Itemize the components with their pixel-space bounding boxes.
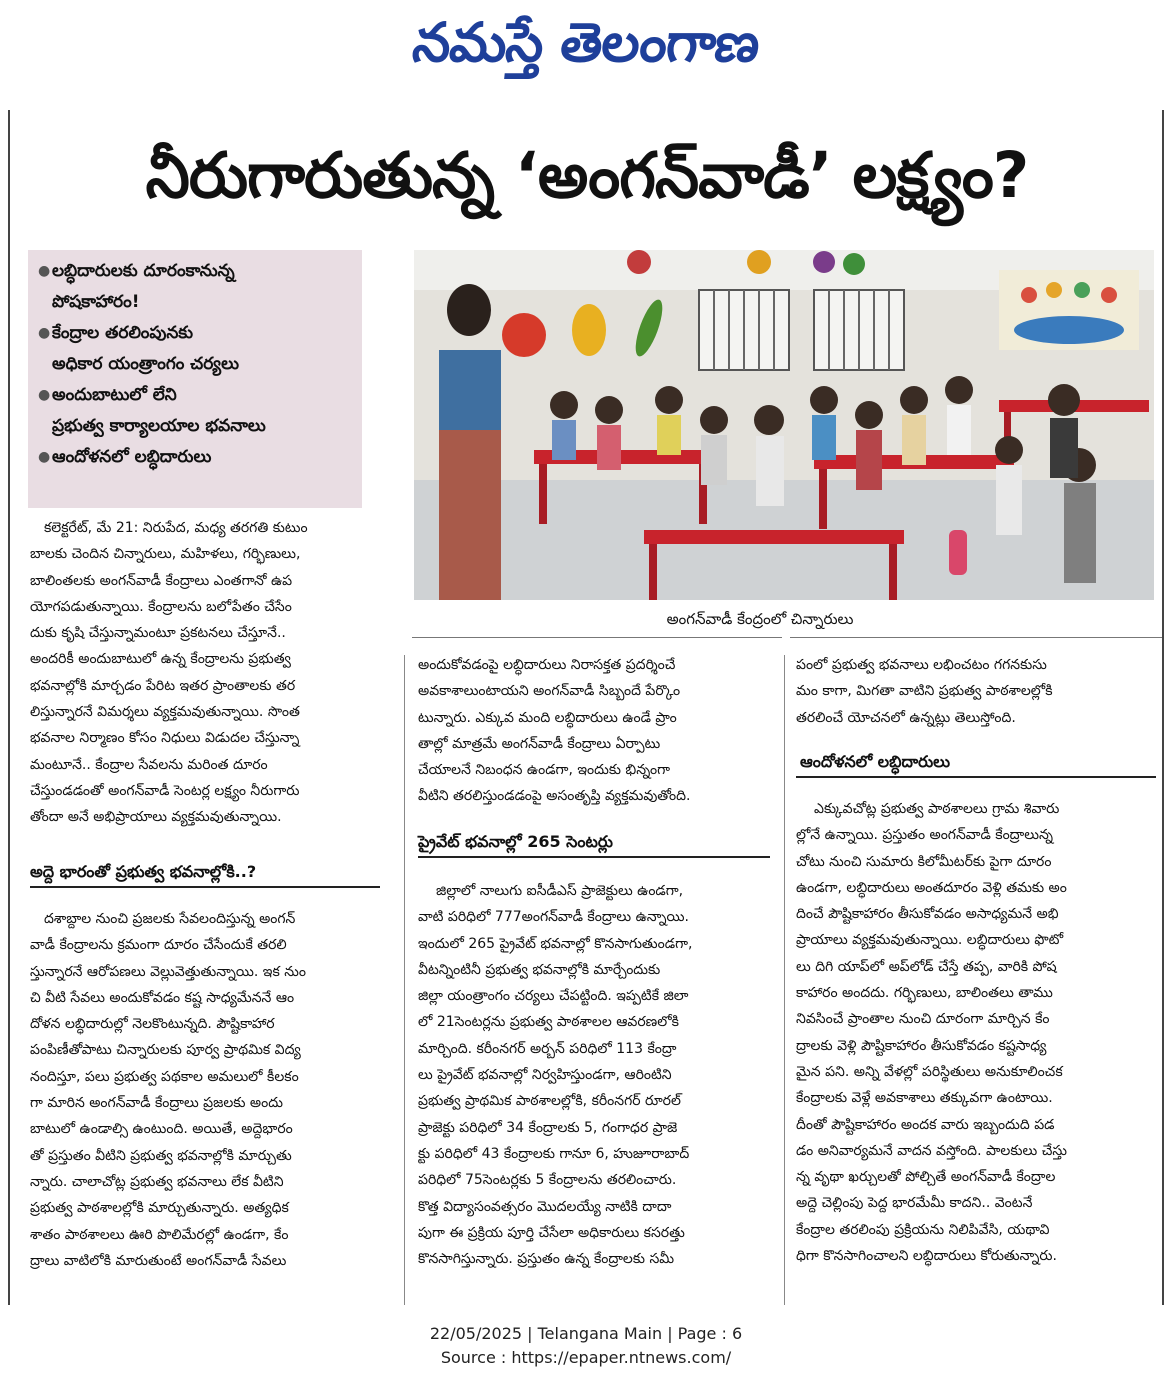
text-line: యోగపడుతున్నాయి. కేంద్రాలను బలోపేతం చేసేం bbox=[30, 598, 292, 615]
highlight-item bbox=[38, 380, 354, 442]
left-border-rule bbox=[8, 110, 10, 1305]
caption-rule bbox=[790, 637, 1162, 638]
text-line: పరిధిలో 75సెంటర్లకు 5 కేంద్రాలను తరలించారు. bbox=[418, 1172, 677, 1189]
body-paragraph bbox=[796, 796, 1156, 1269]
text-line: న్న వృథా ఖర్చులతో పోల్చితే అంగన్‌వాడీ కేంద్రాల bbox=[796, 1169, 1056, 1186]
subheading-rule bbox=[30, 886, 380, 888]
text-line: మైన పని. అన్ని వేళల్లో పరిస్థితులు అనుకూలించక bbox=[796, 1063, 1063, 1080]
text-line: కేంద్రాలకు వెళ్లే అవకాశాలు తక్కువగా ఉంటాయి. bbox=[796, 1090, 1053, 1107]
text-line: ఎక్కువచోట్ల ప్రభుత్వ పాఠశాలలు గ్రామ శివారు bbox=[814, 801, 1060, 817]
caption-rule bbox=[412, 637, 782, 638]
text-line: దుకు కృషి చేస్తున్నామంటూ ప్రకటనలు చేస్తూనే.. bbox=[30, 625, 286, 642]
classroom-photo-illustration bbox=[414, 250, 1154, 600]
text-line: దశాబ్దాల నుంచి ప్రజలకు సేవలందిస్తున్న అంగన్‌ bbox=[44, 911, 296, 927]
bullet-icon: ● bbox=[38, 449, 51, 465]
text-line: బాలకు చెందిన చిన్నారులు, మహిళలు, గర్భిణులు, bbox=[30, 546, 301, 563]
highlight-item bbox=[38, 318, 354, 380]
text-line: లు దిగి యాప్‌లో అప్‌లోడ్‌ చేస్తే తప్ప, వారికి పోష bbox=[796, 958, 1057, 975]
text-line: చేయాలనే నిబంధన ఉండగా, ఇందుకు భిన్నంగా bbox=[418, 762, 670, 779]
text-line: జిల్లాలో నాలుగు ఐసీడీఎస్‌ ప్రాజెక్టులు ఉండగా, bbox=[436, 883, 684, 899]
footer-source-link[interactable]: Source : https://epaper.ntnews.com/ bbox=[440, 1348, 732, 1367]
article-column-1-body bbox=[30, 906, 380, 1274]
body-paragraph bbox=[796, 652, 1156, 731]
article-column-2-body bbox=[418, 878, 770, 1272]
highlight-item bbox=[38, 442, 354, 473]
text-line: ఉండగా, లబ్ధిదారులు అంతదూరం వెళ్లి తమకు అం bbox=[796, 879, 1067, 896]
text-line: లిస్తున్నారనే విమర్శలు వ్యక్తమవుతున్నాయి. సొంత bbox=[30, 704, 300, 721]
news-photo bbox=[414, 250, 1154, 600]
text-line: కేంద్రాల తరలింపు ప్రక్రియను నిలిపివేసి, యథావి bbox=[796, 1221, 1050, 1238]
text-line: ప్రాయాలు వ్యక్తమవుతున్నాయి. లబ్ధిదారులు ఫొటో bbox=[796, 932, 1064, 949]
text-line: అవకాశాలుంటాయని అంగన్‌వాడీ సిబ్బందే పేర్కొం bbox=[418, 683, 681, 700]
text-line: చోటు నుంచి సుమారు కిలోమీటర్‌కు పైగా దూరం bbox=[796, 853, 1052, 870]
text-line: జిల్లా యంత్రాంగం చర్యలు చేపట్టింది. ఇప్పటికే జిలా bbox=[418, 988, 689, 1005]
article-column-2 bbox=[418, 652, 770, 810]
highlight-item bbox=[38, 256, 354, 318]
text-line: అందుకోవడంపై లబ్ధిదారులు నిరాసక్తత ప్రదర్శించే bbox=[418, 657, 676, 673]
text-line: డం అనివార్యమనే వాదన వస్తోంది. పాలకులు చేస్తు bbox=[796, 1142, 1068, 1159]
text-line: చి వీటి సేవలు అందుకోవడం కష్ట సాధ్యమేననే ఆం bbox=[30, 989, 295, 1006]
text-line: దోళన లబ్ధిదారుల్లో నెలకొంటున్నది. పౌష్టికాహార bbox=[30, 1016, 275, 1033]
text-line: మంటూనే.. కేంద్రాల సేవలను మరింత దూరం bbox=[30, 756, 268, 773]
article-headline: నీరుగారుతున్న ‘అంగన్‌వాడీ’ లక్ష్యం? bbox=[145, 139, 1029, 212]
right-border-rule bbox=[1162, 110, 1164, 1305]
text-line: మార్చింది. కరీంనగర్‌ అర్బన్‌ పరిధిలో 113 కేంద్రా bbox=[418, 1040, 677, 1057]
text-line: ల్లోనే ఉన్నాయి. ప్రస్తుతం అంగన్‌వాడీ కేంద్రాలున్న bbox=[796, 827, 1053, 844]
highlight-line: అందుబాటులో లేని bbox=[52, 385, 177, 405]
highlights-box bbox=[28, 250, 362, 508]
text-line: కొత్త విద్యాసంవత్సరం మొదలయ్యే నాటికి దాదా bbox=[418, 1198, 672, 1215]
text-line: ధిగా కొనసాగించాలని లబ్ధిదారులు కోరుతున్నారు. bbox=[796, 1248, 1057, 1265]
photo-caption: అంగన్‌వాడీ కేంద్రంలో చిన్నారులు bbox=[666, 610, 854, 628]
highlight-line: ప్రభుత్వ కార్యాలయాల భవనాలు bbox=[52, 416, 266, 436]
subheading: ఆందోళనలో లబ్ధిదారులు bbox=[800, 752, 951, 771]
text-line: నివసించే ప్రాంతాల నుంచి దూరంగా మార్చిన కేం bbox=[796, 1011, 1050, 1028]
text-line: ప్రభుత్వ పాఠశాలల్లోకి మార్చుతున్నారు. అత్యధిక bbox=[30, 1200, 289, 1217]
text-line: తోందా అనే అభిప్రాయాలు వ్యక్తమవుతున్నాయి. bbox=[30, 809, 282, 826]
text-line: కొనసాగిస్తున్నారు. ప్రస్తుతం ఉన్న కేంద్రాలకు సమీ bbox=[418, 1251, 675, 1268]
text-line: క్టు పరిధిలో 43 కేంద్రాలకు గానూ 6, హుజూరాబాద్‌ bbox=[418, 1145, 690, 1162]
article-column-3-body bbox=[796, 796, 1156, 1269]
text-line: స్తున్నారనే ఆరోపణలు వెల్లువెత్తుతున్నాయి. ఇక నుం bbox=[30, 963, 306, 980]
text-line: వీటిని తరలిస్తుండడంపై అసంతృప్తి వ్యక్తమవుతోంది. bbox=[418, 788, 691, 805]
text-line: కలెక్టరేట్‌, మే 21: నిరుపేద, మధ్య తరగతి కుటుం bbox=[44, 520, 308, 536]
text-line: బాలింతలకు అంగన్‌వాడీ కేంద్రాలు ఎంతగానో ఉప bbox=[30, 572, 293, 589]
highlight-line: ఆందోళనలో లబ్ధిదారులు bbox=[52, 447, 212, 467]
highlight-line: లబ్ధిదారులకు దూరంకానున్న bbox=[52, 261, 235, 281]
text-line: చేస్తుండడంతో అంగన్‌వాడీ సెంటర్ల లక్ష్యం నీరుగారు bbox=[30, 782, 300, 799]
text-line: గా మారిన అంగన్‌వాడీ కేంద్రాలు ప్రజలకు అందు bbox=[30, 1095, 283, 1112]
highlight-line: కేంద్రాల తరలింపునకు bbox=[52, 323, 194, 343]
text-line: ప్రాజెక్టు పరిధిలో 34 కేంద్రాలకు 5, గంగాధర ప్రాజె bbox=[418, 1119, 678, 1136]
subheading: ప్రైవేట్‌ భవనాల్లో 265 సెంటర్లు bbox=[418, 832, 613, 851]
text-line: భవనాల నిర్మాణం కోసం నిధులు విడుదల చేస్తున్నా bbox=[30, 730, 300, 747]
text-line: లు ప్రైవేట్‌ భవనాల్లో నిర్వహిస్తుండగా, ఆరింటిని bbox=[418, 1067, 672, 1084]
text-line: ఇందులో 265 ప్రైవేట్‌ భవనాల్లో కొనసాగుతుండగా, bbox=[418, 935, 693, 952]
highlight-line: పోషకాహారం! bbox=[52, 292, 140, 312]
text-line: తో ప్రస్తుతం వీటిని ప్రభుత్వ భవనాల్లోకి మార్చుతు bbox=[30, 1147, 292, 1164]
text-line: దించే పౌష్టికాహారం తీసుకోవడం అసాధ్యమనే అభి bbox=[796, 906, 1059, 923]
text-line: మం కాగా, మిగతా వాటిని ప్రభుత్వ పాఠశాలల్లోకి bbox=[796, 683, 1053, 700]
subheading: అద్దె భారంతో ప్రభుత్వ భవనాల్లోకి..? bbox=[30, 862, 257, 881]
text-line: వాడీ కేంద్రాలను క్రమంగా దూరం చేసేందుకే తరలి bbox=[30, 937, 287, 954]
text-line: ద్రాలు వాటిలోకి మారుతుంటే అంగన్‌వాడీ సేవలు bbox=[30, 1252, 287, 1269]
text-line: భవనాల్లోకి మార్చడం పేరిట ఇతర ప్రాంతాలకు తర bbox=[30, 677, 296, 694]
text-line: పుగా ఈ ప్రక్రియ పూర్తి చేసేలా అధికారులు కసరత్తు bbox=[418, 1224, 685, 1241]
highlight-line: అధికార యంత్రాంగం చర్యలు bbox=[52, 354, 240, 374]
bullet-icon: ● bbox=[38, 325, 51, 341]
text-line: పంలో ప్రభుత్వ భవనాలు లభించటం గగనకుసు bbox=[796, 657, 1047, 673]
body-paragraph bbox=[418, 652, 770, 810]
footer-date-line: 22/05/2025 | Telangana Main | Page : 6 bbox=[429, 1324, 743, 1343]
text-line: అందరికీ అందుబాటులో ఉన్న కేంద్రాలను ప్రభుత్వ bbox=[30, 651, 291, 668]
bullet-icon: ● bbox=[38, 387, 51, 403]
bullet-icon: ● bbox=[38, 263, 51, 279]
masthead bbox=[0, 4, 1172, 82]
text-line: బాటులో ఉండాల్సి ఉంటుంది. అయితే, అద్దెభారం bbox=[30, 1121, 293, 1138]
text-line: కాహారం అందదు. గర్భిణులు, బాలింతలు తాము bbox=[796, 985, 1053, 1002]
text-line: దీంతో పౌష్టికాహారం అందక వారు ఇబ్బందుది పడ bbox=[796, 1116, 1055, 1133]
text-line: లో 21సెంటర్లను ప్రభుత్వ పాఠశాలల ఆవరణలోకి bbox=[418, 1014, 679, 1031]
text-line: వాటి పరిధిలో 777అంగన్‌వాడీ కేంద్రాలు ఉన్నాయి. bbox=[418, 909, 689, 926]
article-column-1 bbox=[30, 515, 380, 831]
text-line: తరలించే యోచనలో ఉన్నట్లు తెలుస్తోంది. bbox=[796, 709, 1016, 726]
text-line: వీటన్నింటినీ ప్రభుత్వ భవనాల్లోకి మార్చేందుకు bbox=[418, 961, 661, 978]
text-line: ద్రాలకు వెళ్లి పౌష్టికాహారం తీసుకోవడం కష్టసాధ్య bbox=[796, 1037, 1047, 1054]
body-paragraph bbox=[418, 878, 770, 1272]
text-line: న్నారు. చాలాచోట్ల ప్రభుత్వ భవనాలు లేక వీటిని bbox=[30, 1173, 284, 1190]
column-separator bbox=[404, 655, 405, 1305]
text-line: అద్దె చెల్లింపు పెద్ద భారమేమీ కాదని.. వెంటనే bbox=[796, 1195, 1033, 1212]
newspaper-logo: నమస్తే తెలంగాణ bbox=[409, 11, 763, 74]
text-line: తాల్లో మాత్రమే అంగన్‌వాడీ కేంద్రాలు ఏర్పాటు bbox=[418, 735, 661, 752]
intro-paragraph bbox=[30, 515, 380, 831]
text-line: శాతం పాఠశాలలు ఊరి పొలిమేరల్లో ఉండగా, కేం bbox=[30, 1226, 289, 1243]
text-line: పంపిణీతోపాటు చిన్నారులకు పూర్వ ప్రాథమిక విద్య bbox=[30, 1042, 301, 1059]
article-column-3 bbox=[796, 652, 1156, 731]
text-line: నందిస్తూ, పలు ప్రభుత్వ పథకాల అమలులో కీలకం bbox=[30, 1068, 299, 1085]
subheading-rule bbox=[418, 856, 770, 858]
body-paragraph bbox=[30, 906, 380, 1274]
text-line: ప్రభుత్వ ప్రాథమిక పాఠశాలల్లోకి, కరీంనగర్‌ రూరల్‌ bbox=[418, 1093, 681, 1110]
text-line: టున్నారు. ఎక్కువ మంది లబ్ధిదారులు ఉండే ప్రాం bbox=[418, 709, 677, 726]
subheading-rule bbox=[796, 776, 1156, 778]
column-separator bbox=[784, 655, 785, 1305]
